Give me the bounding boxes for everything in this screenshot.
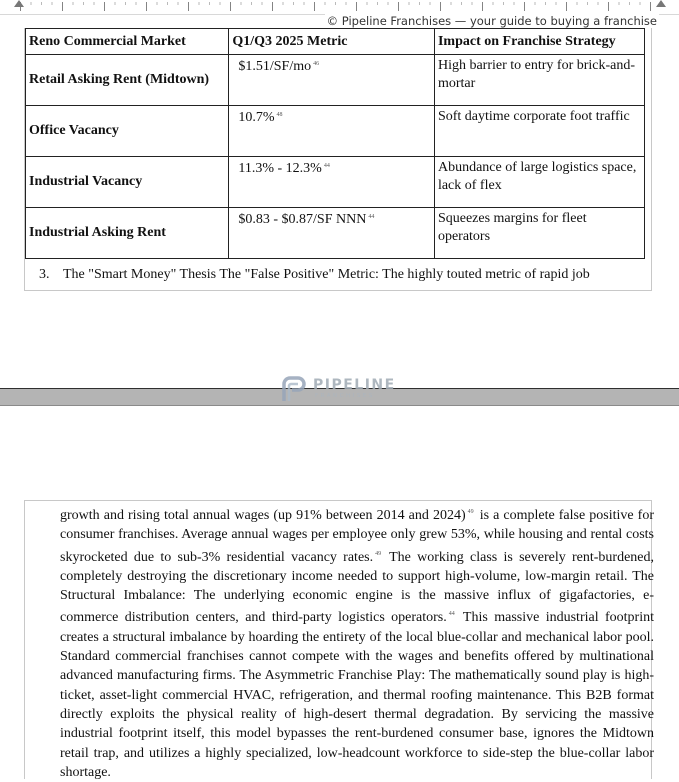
row-label: Industrial Vacancy bbox=[26, 157, 229, 208]
logo-subtitle: FRANCHISES bbox=[315, 393, 375, 399]
table-header: Impact on Franchise Strategy bbox=[434, 29, 644, 55]
metric-value: 10.7% bbox=[238, 110, 275, 125]
row-label: Retail Asking Rent (Midtown) bbox=[26, 55, 229, 106]
row-metric bbox=[229, 106, 435, 157]
ruler[interactable] bbox=[0, 0, 679, 15]
logo-name: PIPELINE bbox=[313, 377, 396, 393]
footnote-ref: 44 bbox=[448, 611, 455, 618]
table-header: Reno Commercial Market bbox=[26, 29, 229, 55]
page-2 bbox=[24, 500, 655, 780]
row-impact: Squeezes margins for fleet operators bbox=[434, 208, 644, 259]
row-impact: High barrier to entry for brick-and-mortar bbox=[434, 55, 644, 106]
pipeline-logo-icon bbox=[281, 376, 307, 402]
row-metric bbox=[229, 157, 435, 208]
paragraph-text: The working class is severely rent-burdened, completely destroying the discretionary income needed to support high-volume, low-margin retail. The Structural Imbalance: The underlying economic engine is the massive influx of gigafactories, e-commerce distribution centers, and third-party logistics operators. bbox=[60, 549, 654, 626]
metric-value: $1.51/SF/mo bbox=[238, 59, 312, 74]
numbered-list-item bbox=[39, 267, 590, 283]
metric-value: 11.3% - 12.3% bbox=[238, 161, 322, 176]
table-row bbox=[26, 157, 645, 208]
left-indent-marker[interactable] bbox=[14, 0, 24, 7]
right-indent-marker[interactable] bbox=[656, 0, 666, 7]
table-row bbox=[26, 55, 645, 106]
table-header-row bbox=[26, 29, 645, 55]
watermark-text: © Pipeline Franchises — your guide to buying a franchise bbox=[326, 14, 657, 28]
list-item-text: The "Smart Money" Thesis The "False Positive" Metric: The highly touted metric of rapid job bbox=[63, 267, 590, 282]
table-row bbox=[26, 106, 645, 157]
table-row bbox=[26, 208, 645, 259]
table-header: Q1/Q3 2025 Metric bbox=[229, 29, 435, 55]
footnote-ref: 49 bbox=[375, 550, 382, 557]
metrics-table bbox=[25, 28, 645, 259]
footnote-ref: 44 bbox=[323, 163, 330, 169]
list-number: 3. bbox=[39, 267, 50, 282]
ruler-ticks bbox=[20, 2, 659, 12]
footnote-ref: 49 bbox=[467, 509, 474, 515]
page-1 bbox=[24, 28, 652, 291]
row-impact: Soft daytime corporate foot traffic bbox=[434, 106, 644, 157]
footnote-ref: 44 bbox=[368, 214, 375, 220]
pipeline-logo bbox=[281, 374, 401, 404]
row-metric bbox=[229, 208, 435, 259]
row-label: Industrial Asking Rent bbox=[26, 208, 229, 259]
body-paragraph bbox=[60, 503, 654, 782]
footnote-ref: 46 bbox=[313, 61, 320, 67]
row-label: Office Vacancy bbox=[26, 106, 229, 157]
row-metric bbox=[229, 55, 435, 106]
paragraph-text: is a complete false positive for consumer franchises. Average annual wages per employee only grew 53%, while housing and rental costs skyrocketed due to sub-3% residential vacancy rates. bbox=[60, 508, 655, 565]
row-impact: Abundance of large logistics space, lack of flex bbox=[434, 157, 644, 208]
footnote-ref: 48 bbox=[276, 112, 283, 118]
paragraph-text: This massive industrial footprint creates a structural imbalance by hoarding the entirety of the local blue-collar and mechanical labor pool. Standard commercial franchises cannot compete with the wages and benefits offered by multinational advanced manufacturing firms. The Asymmetric Franchise Play: The mathematically sound play is high-ticket, asset-light commercial HVAC, refrigeration, and thermal roofing maintenance. This B2B format directly exploits the physical reality of high-desert thermal degradation. By servicing the massive industrial footprint itself, this model bypasses the rent-burdened consumer base, ignores the Midtown retail trap, and utilizes a highly specialized, low-headcount workforce to side-step the blue-collar labor shortage. bbox=[60, 610, 655, 780]
paragraph-text: growth and rising total annual wages (up 91% between 2014 and 2024) bbox=[60, 508, 466, 523]
metric-value: $0.83 - $0.87/SF NNN bbox=[238, 212, 367, 227]
